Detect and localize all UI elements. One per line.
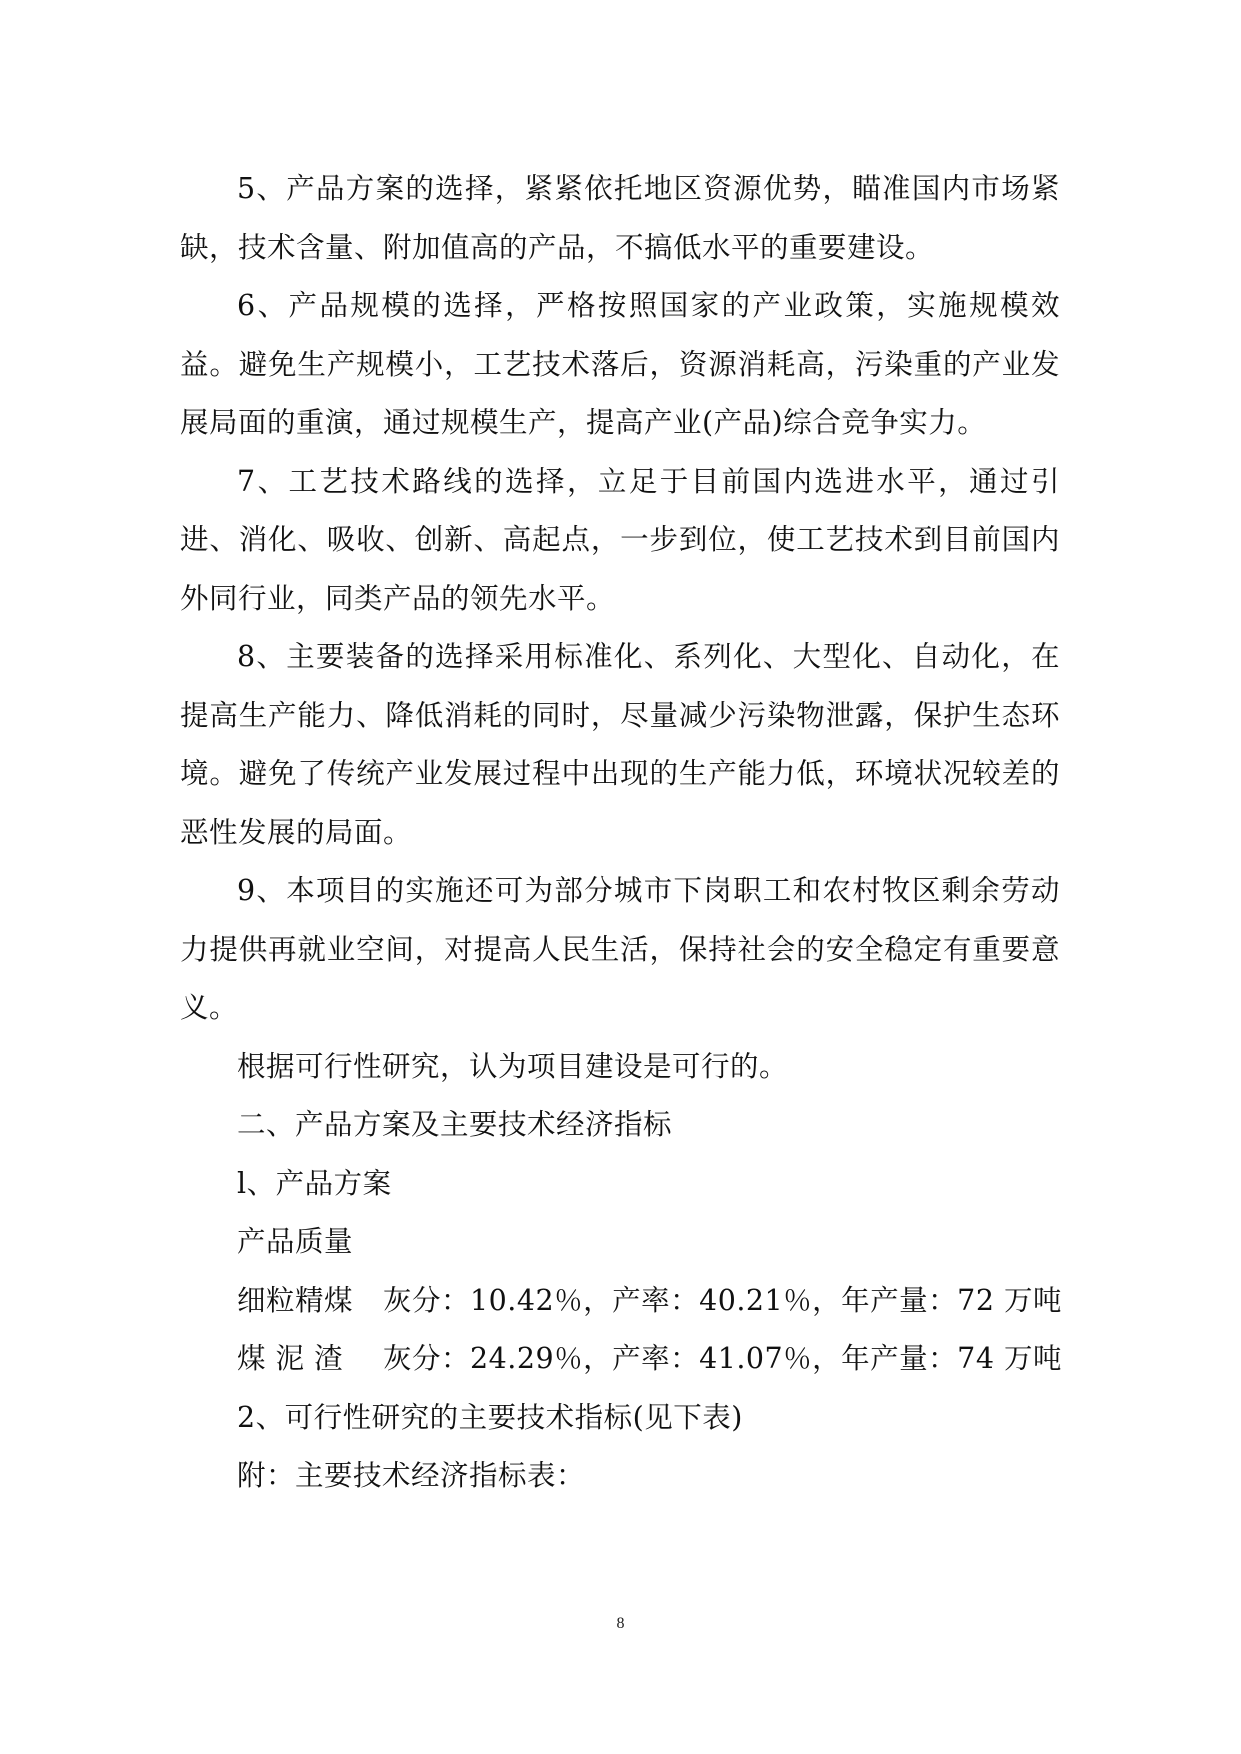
paragraph-item-9: 9、本项目的实施还可为部分城市下岗职工和农村牧区剩余劳动力提供再就业空间，对提高人民生活，保持社会的安全稳定有重要意义。 <box>180 874 1060 1024</box>
product-spec: 灰分：10.42％，产率：40.21％，年产量：72 万吨 <box>383 1283 1063 1317</box>
appendix-label: 附：主要技术经济指标表： <box>237 1459 586 1492</box>
product-row-slime <box>180 1330 1063 1389</box>
page-number: 8 <box>616 1615 625 1632</box>
paragraph-item-7: 7、工艺技术路线的选择，立足于目前国内选进水平，通过引进、消化、吸收、创新、高起点，一步到位，使工艺技术到目前国内外同行业，同类产品的领先水平。 <box>180 464 1060 615</box>
product-quality-label: 产品质量 <box>237 1225 354 1258</box>
product-name: 细粒精煤 <box>237 1283 354 1317</box>
section-heading: 二、产品方案及主要技术经济指标 <box>237 1108 673 1141</box>
product-row-fine-coal <box>180 1272 1063 1331</box>
product-spec: 灰分：24.29％，产率：41.07％，年产量：74 万吨 <box>383 1342 1063 1375</box>
subheading-tech-indicators: 2、可行性研究的主要技术指标(见下表) <box>237 1400 743 1434</box>
paragraph-item-6: 6、产品规模的选择，严格按照国家的产业政策，实施规模效益。避免生产规模小，工艺技术落后，资源消耗高，污染重的产业发展局面的重演，通过规模生产，提高产业(产品)综合竞争实力。 <box>180 289 1060 439</box>
product-name: 煤 泥 渣 <box>237 1342 344 1375</box>
conclusion-text: 根据可行性研究，认为项目建设是可行的。 <box>237 1049 789 1083</box>
subheading-product-plan: l、产品方案 <box>237 1166 392 1200</box>
paragraph-item-5: 5、产品方案的选择，紧紧依托地区资源优势，瞄准国内市场紧缺，技术含量、附加值高的产品，不搞低水平的重要建设。 <box>180 172 1060 264</box>
paragraph-item-8: 8、主要装备的选择采用标准化、系列化、大型化、自动化，在提高生产能力、降低消耗的同时，尽量减少污染物泄露，保护生态环境。避免了传统产业发展过程中出现的生产能力低，环境状况较差的恶性发展的局面。 <box>180 640 1060 849</box>
page-body <box>180 160 1063 1506</box>
